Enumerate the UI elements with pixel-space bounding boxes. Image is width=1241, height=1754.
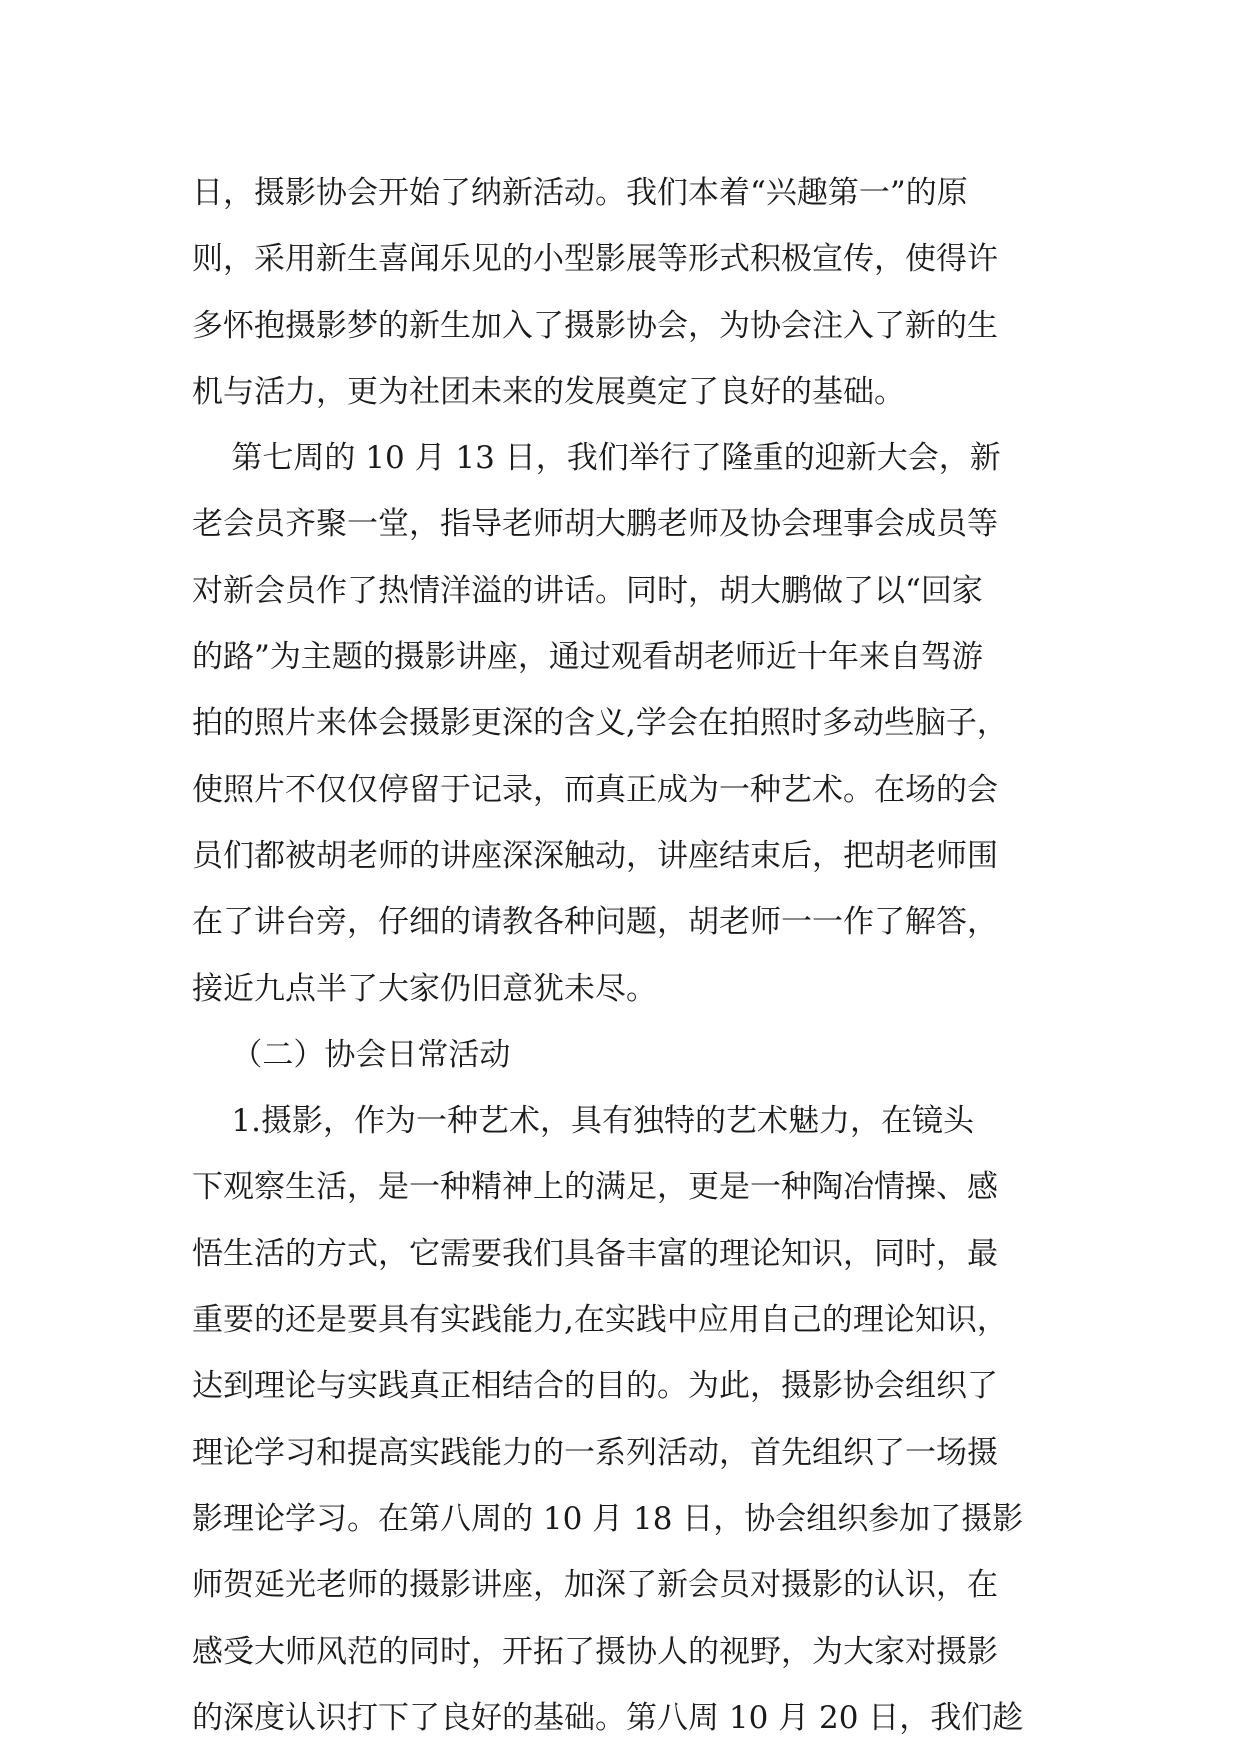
text-line: 则，采用新生喜闻乐见的小型影展等形式积极宣传，使得许 xyxy=(192,241,998,278)
text-line: 下观察生活，是一种精神上的满足，更是一种陶冶情操、感 xyxy=(192,1169,998,1206)
text-line: 机与活力，更为社团未来的发展奠定了良好的基础。 xyxy=(192,373,905,410)
text-line: 多怀抱摄影梦的新生加入了摄影协会，为协会注入了新的生 xyxy=(192,307,998,344)
text-line: 感受大师风范的同时，开拓了摄协人的视野，为大家对摄影 xyxy=(192,1633,998,1670)
text-line: 1.摄影，作为一种艺术，具有独特的艺术魅力，在镜头 xyxy=(192,1103,974,1140)
text-line: 对新会员作了热情洋溢的讲话。同时，胡大鹏做了以“回家 xyxy=(192,572,983,609)
text-line: 接近九点半了大家仍旧意犹未尽。 xyxy=(192,970,657,1007)
text-line: 员们都被胡老师的讲座深深触动，讲座结束后，把胡老师围 xyxy=(192,837,998,874)
text-line: 师贺延光老师的摄影讲座，加深了新会员对摄影的认识，在 xyxy=(192,1567,998,1604)
text-line: 在了讲台旁，仔细的请教各种问题，胡老师一一作了解答， xyxy=(192,904,998,941)
text-line: 达到理论与实践真正相结合的目的。为此，摄影协会组织了 xyxy=(192,1368,998,1405)
text-line: 拍的照片来体会摄影更深的含义,学会在拍照时多动些脑子， xyxy=(192,705,1008,742)
text-line: 悟生活的方式，它需要我们具备丰富的理论知识，同时，最 xyxy=(192,1235,998,1272)
text-line: 影理论学习。在第八周的 10 月 18 日，协会组织参加了摄影 xyxy=(192,1500,1024,1537)
text-line: 的深度认识打下了良好的基础。第八周 10 月 20 日，我们趁 xyxy=(192,1699,1024,1736)
text-line: 老会员齐聚一堂，指导老师胡大鹏老师及协会理事会成员等 xyxy=(192,506,998,543)
text-line: 的路”为主题的摄影讲座，通过观看胡老师近十年来自驾游 xyxy=(192,639,983,676)
body-text xyxy=(192,160,1092,1751)
text-line: 理论学习和提高实践能力的一系列活动，首先组织了一场摄 xyxy=(192,1434,998,1471)
section-heading: （二）协会日常活动 xyxy=(192,1036,511,1073)
text-line: 第七周的 10 月 13 日，我们举行了隆重的迎新大会，新 xyxy=(192,440,1001,477)
text-line: 日，摄影协会开始了纳新活动。我们本着“兴趣第一”的原 xyxy=(192,175,968,211)
text-line: 使照片不仅仅停留于记录，而真正成为一种艺术。在场的会 xyxy=(192,771,998,808)
text-line: 重要的还是要具有实践能力,在实践中应用自己的理论知识， xyxy=(192,1302,1008,1339)
